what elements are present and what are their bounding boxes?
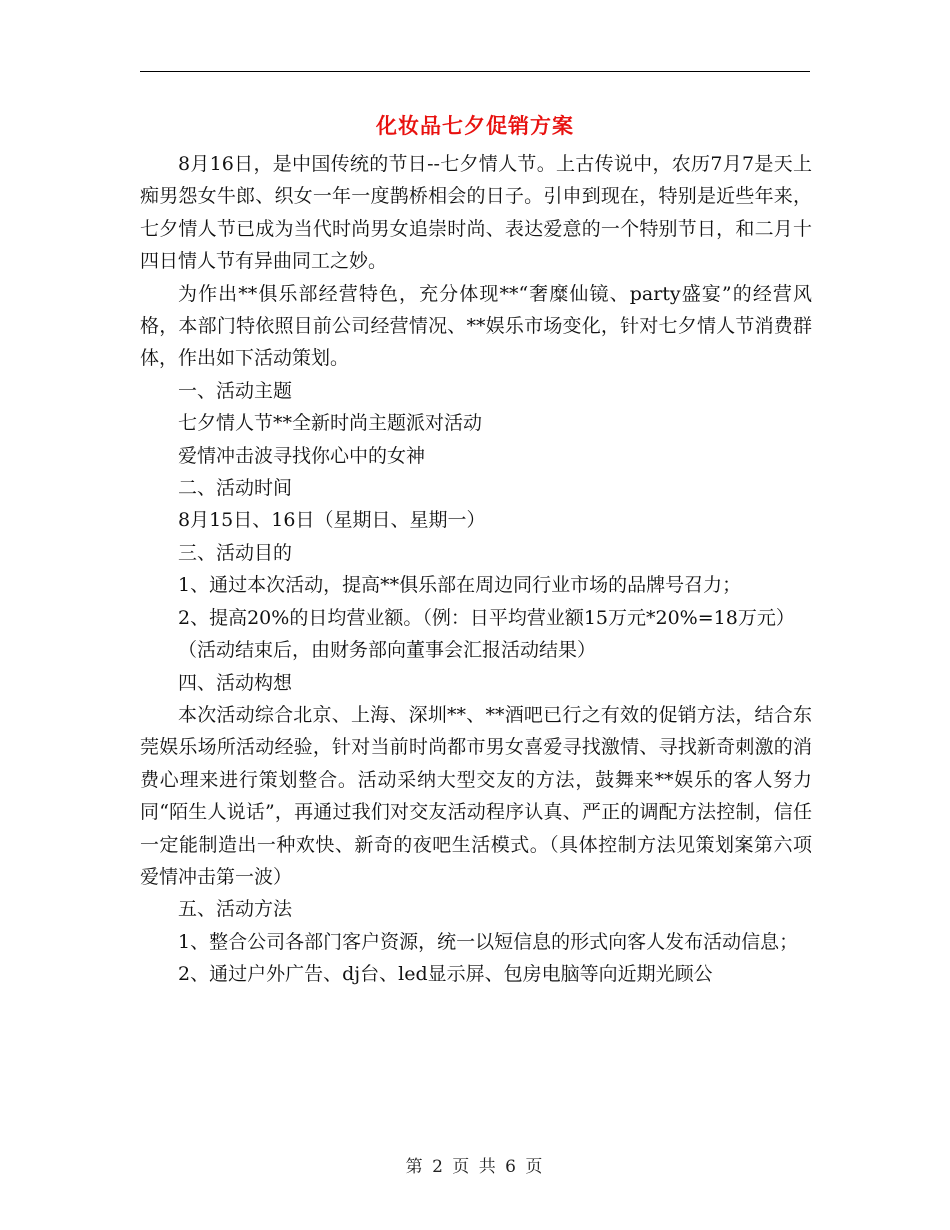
paragraph-purpose: 为作出**俱乐部经营特色，充分体现**“奢糜仙镜、party盛宴”的经营风格，本部门特依照目前公司经营情况、**娱乐市场变化，针对七夕情人节消费群体，作出如下活动策划。 — [140, 282, 812, 370]
paragraph-intro: 8月16日，是中国传统的节日--七夕情人节。上古传说中，农历7月7是天上痴男怨女牛郎、织女一年一度鹊桥相会的日子。引申到现在，特别是近些年来，七夕情人节已成为当代时尚男女追崇时尚、表达爱意的一个特别节日，和二月十四日情人节有异曲同工之妙。 — [140, 153, 812, 273]
concept-paragraph: 本次活动综合北京、上海、深圳**、**酒吧已行之有效的促销方法，结合东莞娱乐场所活动经验，针对当前时尚都市男女喜爱寻找激情、寻找新奇刺激的消费心理来进行策划整合。活动采纳大型交友的方法，鼓舞来**娱乐的客人努力同“陌生人说话”，再通过我们对交友活动程序认真、严正的调配方法控制，信任一定能制造出一种欢快、新奇的夜吧生活模式。（具体控制方法见策划案第六项爱情冲击第一波） — [140, 703, 812, 888]
section-heading-goal: 三、活动目的 — [178, 541, 293, 564]
method-item-2: 2、通过户外广告、dj台、led显示屏、包房电脑等向近期光顾公 — [178, 963, 713, 986]
page-number: 第 2 页 共 6 页 — [405, 1157, 545, 1177]
method-item-1: 1、整合公司各部门客户资源，统一以短信息的形式向客人发布活动信息； — [178, 930, 799, 953]
document-body — [140, 148, 812, 991]
goal-item-1: 1、通过本次活动，提高**俱乐部在周边同行业市场的品牌号召力； — [178, 574, 742, 597]
section-heading-time: 二、活动时间 — [178, 477, 293, 500]
section-heading-theme: 一、活动主题 — [178, 379, 293, 402]
goal-item-2: 2、提高20%的日均营业额。（例：日平均营业额15万元*20%=18万元） — [178, 606, 795, 629]
theme-line-2: 爱情冲击波寻找你心中的女神 — [178, 444, 426, 467]
document-title: 化妆品七夕促销方案 — [376, 113, 574, 138]
section-heading-concept: 四、活动构想 — [178, 671, 293, 694]
header-rule — [140, 71, 810, 72]
event-dates: 8月15日、16日（星期日、星期一） — [178, 509, 486, 532]
goal-note: （活动结束后，由财务部向董事会汇报活动结果） — [178, 639, 597, 662]
section-heading-method: 五、活动方法 — [178, 898, 293, 921]
theme-line-1: 七夕情人节**全新时尚主题派对活动 — [178, 412, 483, 435]
